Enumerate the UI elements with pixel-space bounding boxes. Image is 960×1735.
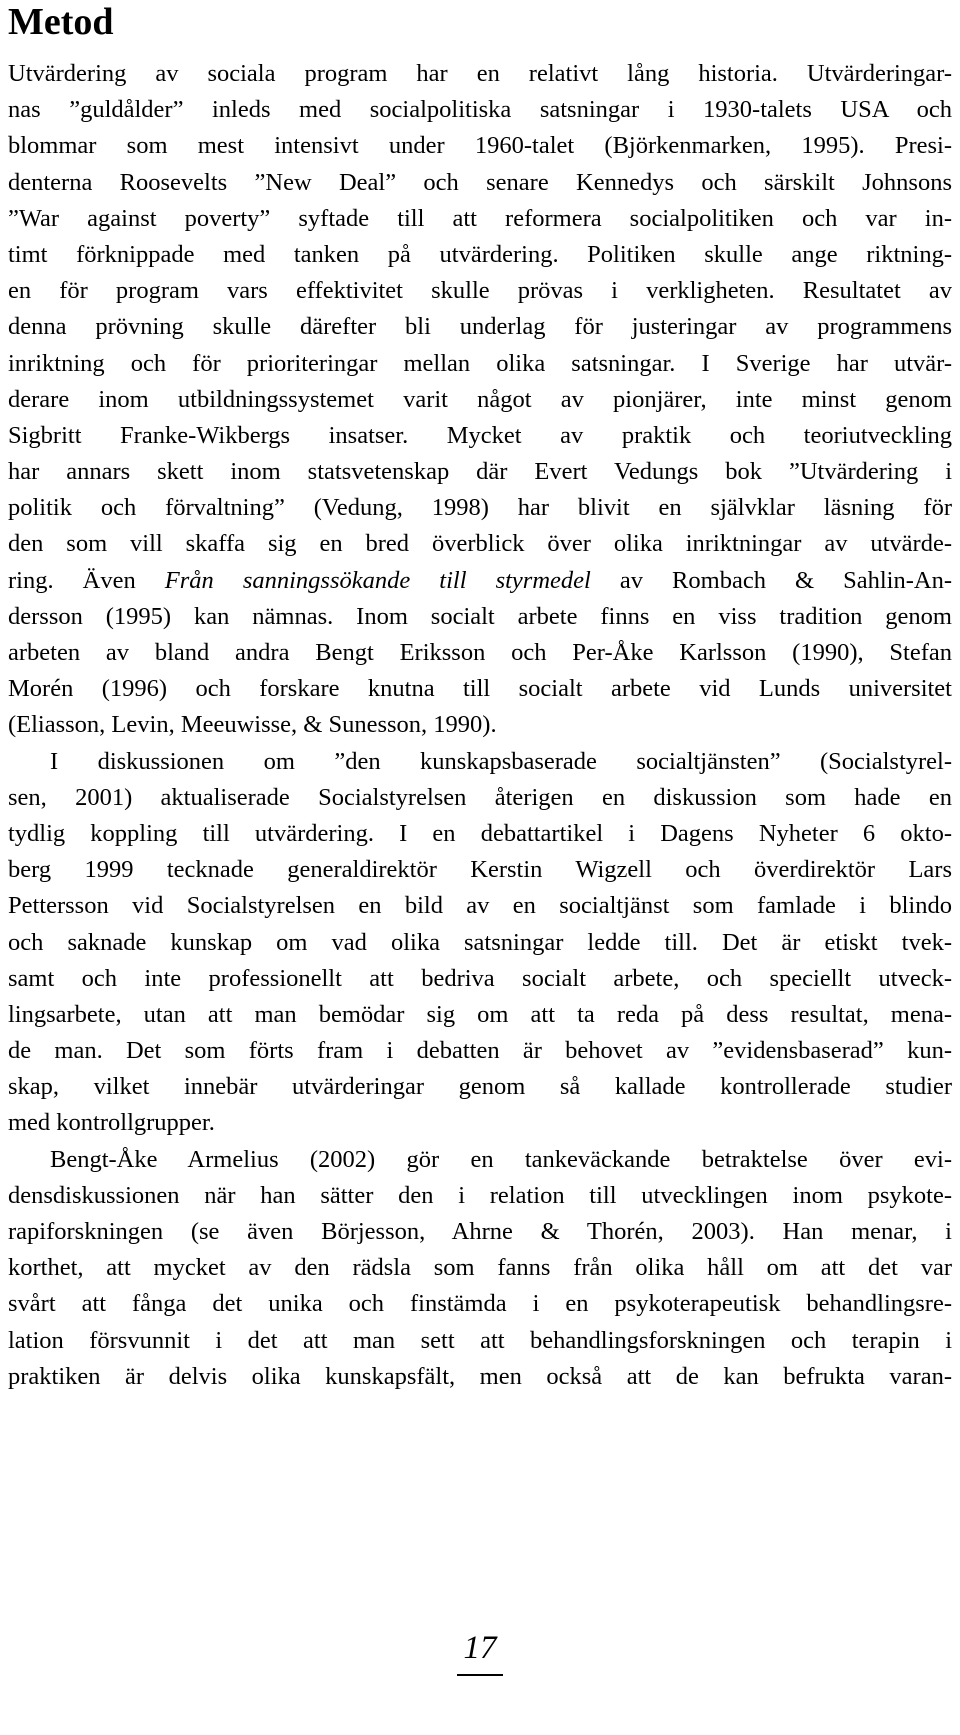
text-line: tydlig koppling till utvärdering. I en debattartikel i Dagens Nyheter 6 okto-	[8, 819, 952, 847]
text-line: har annars skett inom statsvetenskap där Evert Vedungs bok ”Utvärdering i	[8, 458, 952, 486]
page-number-rule	[457, 1674, 503, 1676]
text-line: lingsarbete, utan att man bemödar sig om att ta reda på dess resultat, mena-	[8, 1000, 952, 1028]
text-line: densdiskussionen när han sätter den i relation till utvecklingen inom psykote-	[8, 1181, 952, 1209]
text-line	[8, 563, 952, 599]
text-line: lation försvunnit i det att man sett att behandlingsforskningen och terapin i	[8, 1326, 952, 1354]
text-line: Sigbritt Franke-Wikbergs insatser. Mycket av praktik och teoriutveckling	[8, 421, 952, 449]
text-line: politik och förvaltning” (Vedung, 1998) har blivit en självklar läsning för	[8, 494, 952, 522]
text-line: timt förknippade med tanken på utvärdering. Politiken skulle ange riktning-	[8, 240, 952, 268]
text-line: denterna Roosevelts ”New Deal” och senare Kennedys och särskilt Johnsons	[8, 168, 952, 196]
text-line: korthet, att mycket av den rädsla som fanns från olika håll om att det var	[8, 1254, 952, 1282]
text-line: skap, vilket innebär utvärderingar genom så kallade kontrollerade studier	[8, 1073, 952, 1101]
text-line: rapiforskningen (se även Börjesson, Ahrne & Thorén, 2003). Han menar, i	[8, 1218, 952, 1245]
text-line: berg 1999 tecknade generaldirektör Kerstin Wigzell och överdirektör Lars	[8, 856, 952, 884]
document-page	[8, 0, 952, 1395]
text-line: praktiken är delvis olika kunskapsfält, men också att de kan befrukta varan-	[8, 1362, 952, 1390]
text-line: Pettersson vid Socialstyrelsen en bild av en socialtjänst som famlade i blindo	[8, 892, 952, 920]
text-line: samt och inte professionellt att bedriva socialt arbete, och speciellt utveck-	[8, 964, 952, 992]
body-text	[8, 56, 952, 1395]
text-line: inriktning och för prioriteringar mellan olika satsningar. I Sverige har utvär-	[8, 349, 952, 377]
book-title: Från sanningssökande till styrmedel	[164, 566, 591, 594]
line-segment: av Rombach & Sahlin-An-	[590, 566, 952, 594]
text-line: I diskussionen om ”den kunskapsbaserade socialtjänsten” (Socialstyrel-	[50, 747, 952, 775]
text-line: Bengt-Åke Armelius (2002) gör en tankeväckande betraktelse över evi-	[50, 1145, 952, 1173]
text-line: och saknade kunskap om vad olika satsningar ledde till. Det är etiskt tvek-	[8, 928, 952, 956]
text-line: arbeten av bland andra Bengt Eriksson och Per-Åke Karlsson (1990), Stefan	[8, 639, 952, 666]
text-line: derare inom utbildningssystemet varit något av pionjärer, inte minst genom	[8, 385, 952, 413]
text-line: den som vill skaffa sig en bred överblick över olika inriktningar av utvärde-	[8, 530, 952, 558]
text-line: dersson (1995) kan nämnas. Inom socialt arbete finns en viss tradition genom	[8, 602, 952, 630]
text-line: blommar som mest intensivt under 1960-talet (Björkenmarken, 1995). Presi-	[8, 132, 952, 160]
text-line: sen, 2001) aktualiserade Socialstyrelsen återigen en diskussion som hade en	[8, 783, 952, 811]
text-line: med kontrollgrupper.	[8, 1109, 215, 1137]
page-footer	[0, 1628, 960, 1676]
text-line: de man. Det som förts fram i debatten är behovet av ”evidensbaserad” kun-	[8, 1037, 952, 1065]
text-line: Utvärdering av sociala program har en relativt lång historia. Utvärderingar-	[8, 60, 952, 87]
text-line: svårt att fånga det unika och finstämda i en psykoterapeutisk behandlingsre-	[8, 1290, 952, 1318]
text-line: denna prövning skulle därefter bli underlag för justeringar av programmens	[8, 313, 952, 341]
text-line: nas ”guldålder” inleds med socialpolitiska satsningar i 1930-talets USA och	[8, 96, 952, 124]
line-segment: ring. Även	[8, 566, 165, 594]
text-line: (Eliasson, Levin, Meeuwisse, & Sunesson, 1990).	[8, 711, 497, 739]
text-line: en för program vars effektivitet skulle prövas i verkligheten. Resultatet av	[8, 277, 952, 305]
section-heading: Metod	[8, 1, 114, 43]
text-line: ”War against poverty” syftade till att reformera socialpolitiken och var in-	[8, 204, 952, 232]
text-line: Morén (1996) och forskare knutna till socialt arbete vid Lunds universitet	[8, 675, 952, 703]
page-number: 17	[463, 1630, 497, 1666]
